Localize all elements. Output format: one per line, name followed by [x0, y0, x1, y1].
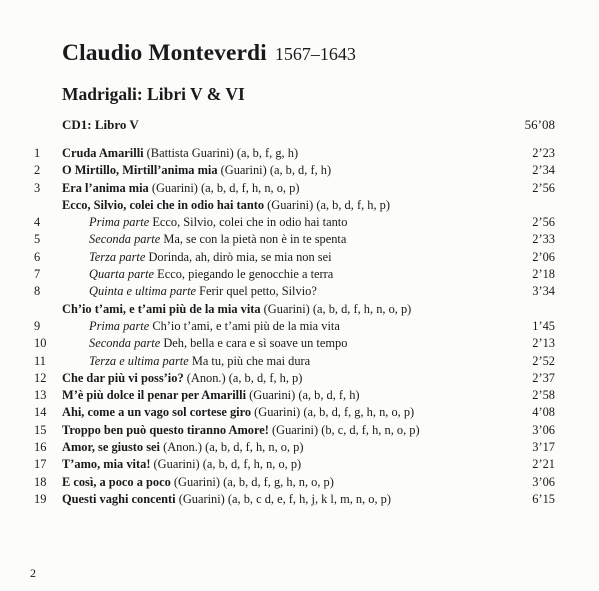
track-duration: 2’18 — [532, 267, 555, 282]
track-duration: 2’23 — [532, 146, 555, 160]
track-duration: 3’06 — [532, 474, 555, 489]
track-number: 18 — [34, 474, 47, 489]
track-details: (Anon.) (a, b, d, f, h, n, o, p) — [159, 440, 304, 455]
track-title — [62, 145, 298, 162]
track-title-main: Ahi, come a un vago sol cortese giro — [62, 405, 252, 420]
track-subpart-row — [0, 318, 599, 335]
track-row — [0, 404, 599, 421]
page-number: 2 — [30, 566, 36, 580]
track-title — [62, 301, 411, 318]
composer-dates: 1567–1643 — [274, 44, 356, 64]
track-title — [62, 197, 390, 214]
track-subpart-row — [0, 249, 599, 266]
track-row — [0, 491, 599, 508]
track-row — [0, 422, 599, 439]
track-number: 5 — [34, 232, 41, 247]
track-title — [89, 318, 340, 335]
track-row — [0, 439, 599, 456]
track-details: (Guarini) (a, b, d, f, g, h, n, o, p) — [251, 405, 415, 420]
track-number: 9 — [34, 318, 41, 333]
track-subpart-row — [0, 335, 599, 352]
track-duration: 2’58 — [532, 388, 555, 403]
track-number: 12 — [34, 370, 47, 385]
track-title — [89, 231, 346, 248]
cd-title: CD1: Libro V — [62, 117, 139, 132]
track-number: 6 — [34, 249, 41, 264]
track-title — [62, 456, 301, 473]
track-duration: 2’21 — [532, 457, 555, 472]
track-title-main: M’è più dolce il penar per Amarilli — [62, 388, 247, 403]
track-details: Ma tu, più che mai dura — [188, 353, 311, 368]
track-title — [62, 387, 360, 404]
track-title — [89, 353, 310, 370]
track-details: (Guarini) (a, b, d, f, g, h, n, o, p) — [170, 474, 334, 489]
track-subpart-row — [0, 353, 599, 370]
track-number: 4 — [34, 215, 41, 230]
track-number: 2 — [34, 163, 41, 178]
track-row — [0, 387, 599, 404]
track-title-main: Questi vaghi concenti — [62, 491, 176, 506]
track-subpart-row — [0, 214, 599, 231]
track-duration: 2’37 — [532, 370, 555, 385]
composer-heading — [62, 40, 356, 67]
track-details: (Guarini) (a, b, d, f, h) — [217, 163, 332, 178]
track-row — [0, 370, 599, 387]
track-part-label: Prima parte — [89, 318, 150, 333]
track-title — [62, 162, 331, 179]
track-number: 15 — [34, 422, 47, 437]
work-title: Madrigali: Libri V & VI — [62, 84, 245, 104]
track-number: 3 — [34, 180, 41, 195]
track-duration: 1’45 — [532, 318, 555, 333]
track-title-main: Era l’anima mia — [62, 180, 149, 195]
track-number: 7 — [34, 267, 41, 282]
track-details: Deh, bella e cara e sì soave un tempo — [160, 336, 348, 351]
track-details: (Guarini) (a, b, c d, e, f, h, j, k l, m, n, o, p) — [175, 491, 392, 506]
track-duration: 2’06 — [532, 249, 555, 264]
track-title — [89, 249, 332, 266]
track-number: 17 — [34, 457, 47, 472]
track-details: Ecco, Silvio, colei che in odio hai tanto — [149, 215, 348, 230]
track-part-label: Quarta parte — [89, 267, 155, 282]
track-subpart-row — [0, 283, 599, 300]
track-row — [0, 145, 599, 162]
track-number: 10 — [34, 336, 47, 351]
track-row — [0, 162, 599, 179]
track-part-label: Seconda parte — [89, 232, 161, 247]
track-number: 1 — [34, 146, 41, 160]
track-title-main: Cruda Amarilli — [62, 146, 144, 160]
track-number: 13 — [34, 388, 47, 403]
track-title-main: Amor, se giusto sei — [62, 440, 160, 455]
track-number: 16 — [34, 440, 47, 455]
track-part-label: Terza parte — [89, 249, 146, 264]
track-part-label: Terza e ultima parte — [89, 353, 189, 368]
track-title-main: O Mirtillo, Mirtill’anima mia — [62, 163, 218, 178]
track-group-heading — [0, 197, 599, 214]
track-list — [0, 145, 599, 508]
track-subpart-row — [0, 231, 599, 248]
track-details: Ferir quel petto, Silvio? — [196, 284, 317, 299]
track-duration: 4’08 — [532, 405, 555, 420]
track-title — [89, 283, 317, 300]
track-title — [89, 266, 333, 283]
track-group-heading — [0, 301, 599, 318]
track-details: (Guarini) (a, b, d, f, h, n, o, p) — [148, 180, 300, 195]
track-duration: 2’34 — [532, 163, 555, 178]
track-part-label: Seconda parte — [89, 336, 161, 351]
track-title-main: Ecco, Silvio, colei che in odio hai tanto — [62, 197, 265, 212]
track-duration: 3’06 — [532, 422, 555, 437]
track-number: 14 — [34, 405, 47, 420]
track-title — [62, 491, 391, 508]
track-duration: 2’56 — [532, 180, 555, 195]
track-row — [0, 180, 599, 197]
track-title — [62, 370, 302, 387]
track-number: 11 — [34, 353, 46, 368]
track-duration: 2’52 — [532, 353, 555, 368]
track-details: (Battista Guarini) (a, b, f, g, h) — [143, 146, 299, 160]
track-duration: 3’34 — [532, 284, 555, 299]
cd-duration: 56’08 — [524, 117, 555, 132]
track-details: (Guarini) (a, b, d, f, h, n, o, p) — [260, 301, 412, 316]
track-title — [62, 439, 303, 456]
track-duration: 2’33 — [532, 232, 555, 247]
track-details: Ma, se con la pietà non è in te spenta — [160, 232, 347, 247]
track-details: (Guarini) (b, c, d, f, h, n, o, p) — [268, 422, 420, 437]
track-duration: 2’56 — [532, 215, 555, 230]
track-part-label: Prima parte — [89, 215, 150, 230]
track-part-label: Quinta e ultima parte — [89, 284, 197, 299]
track-duration: 2’13 — [532, 336, 555, 351]
track-row — [0, 474, 599, 491]
track-duration: 3’17 — [532, 440, 555, 455]
track-title-main: T’amo, mia vita! — [62, 457, 151, 472]
track-details: (Guarini) (a, b, d, f, h, n, o, p) — [150, 457, 302, 472]
track-details: Ch’io t’ami, e t’ami più de la mia vita — [149, 318, 340, 333]
track-title — [62, 422, 420, 439]
track-number: 19 — [34, 491, 47, 506]
track-title-main: Ch’io t’ami, e t’ami più de la mia vita — [62, 301, 261, 316]
track-duration: 6’15 — [532, 491, 555, 506]
track-row — [0, 456, 599, 473]
track-details: (Guarini) (a, b, d, f, h) — [246, 388, 360, 403]
track-number: 8 — [34, 284, 41, 299]
composer-name: Claudio Monteverdi — [62, 40, 267, 66]
track-title-main: E così, a poco a poco — [62, 474, 171, 489]
track-title — [89, 335, 347, 352]
track-title-main: Troppo ben può questo tiranno Amore! — [62, 422, 269, 437]
track-title — [62, 180, 299, 197]
track-title — [89, 214, 347, 231]
track-details: (Guarini) (a, b, d, f, h, p) — [264, 197, 390, 212]
track-details: (Anon.) (a, b, d, f, h, p) — [183, 370, 303, 385]
track-subpart-row — [0, 266, 599, 283]
track-title — [62, 474, 334, 491]
track-title — [62, 404, 414, 421]
track-title-main: Che dar più vi poss’io? — [62, 370, 184, 385]
track-details: Ecco, piegando le genocchie a terra — [154, 267, 334, 282]
track-details: Dorinda, ah, dirò mia, se mia non sei — [145, 249, 332, 264]
